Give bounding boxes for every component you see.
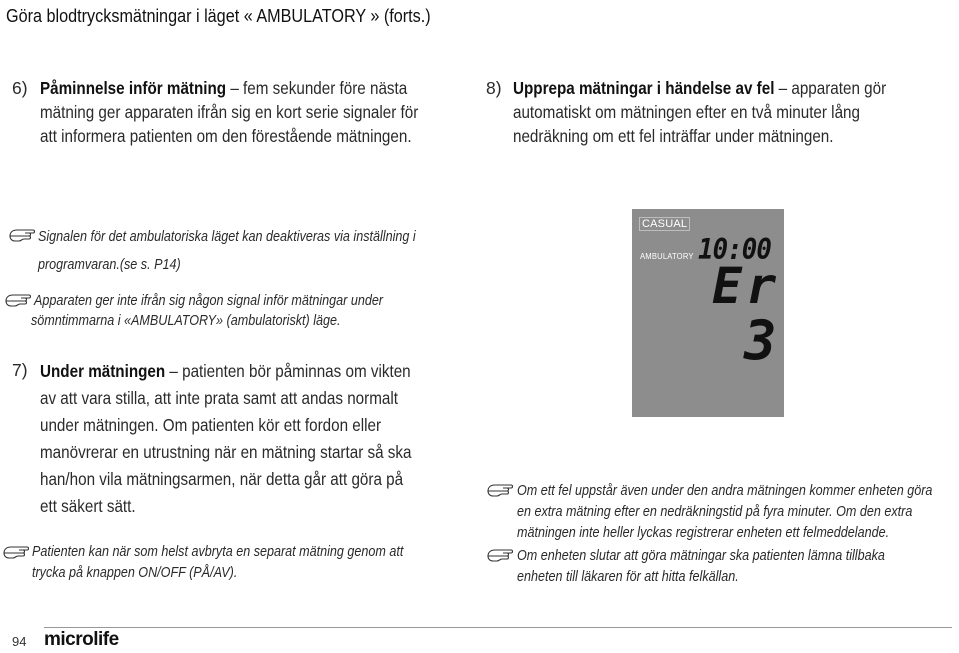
item-6: Påminnelse inför mätning – fem sekunder före nästa mätning ger apparaten ifrån sig en kort serie signaler för att informera patienten om den förestående mätningen. [40, 78, 419, 146]
footer-divider [44, 627, 952, 628]
note-error: Om ett fel uppstår även under den andra mätningen kommer enheten göra en extra mätning efter en nedräkningstid på fyra minuter. Om den extra mätningen inte heller lyckas registrerar enheten ett felmeddelande. [517, 483, 933, 541]
brand-logo: microlife [44, 629, 119, 650]
item-7-heading: Under mätningen [40, 361, 166, 381]
ambulatory-label: AMBULATORY [640, 251, 694, 261]
item-8-number: 8) [486, 78, 502, 98]
casual-label: CASUAL [639, 217, 690, 231]
error-number: 3 [744, 309, 777, 372]
pointing-hand-icon [8, 225, 38, 243]
item-8-heading: Upprepa mätningar i händelse av fel [513, 78, 775, 98]
note-sleep: Apparaten ger inte ifrån sig någon signal inför mätningar under sömntimmarna i «AMBULATORY» (ambulatoriskt) läge. [31, 293, 384, 329]
pointing-hand-icon [486, 480, 516, 498]
pointing-hand-icon [4, 290, 34, 308]
page-title: Göra blodtrycksmätningar i läget « AMBULATORY » (forts.) [6, 6, 431, 26]
time-readout: 10:00 [698, 233, 771, 266]
pointing-hand-icon [2, 542, 32, 560]
error-code: Er [712, 257, 781, 315]
note-abort: Patienten kan när som helst avbryta en separat mätning genom att trycka på knappen ON/OFF (PÅ/AV). [32, 544, 404, 581]
item-6-number: 6) [12, 78, 28, 98]
note-signal: Signalen för det ambulatoriska läget kan deaktiveras via inställning i programvaran.(se s. P14) [38, 229, 416, 273]
item-7: Under mätningen – patienten bör påminnas om vikten av att vara stilla, att inte prata samt att andas normalt under mätningen. Om patienten kör ett fordon eller manövrerar en utrustning när en mätning startar så ska han/hon vila mätningsarmen, när detta går att göra på ett säkert sätt. [40, 361, 412, 516]
lcd-display [632, 209, 784, 417]
item-6-heading: Påminnelse inför mätning [40, 78, 227, 98]
pointing-hand-icon [486, 545, 516, 563]
item-8: Upprepa mätningar i händelse av fel – apparaten gör automatiskt om mätningen efter en två minuter lång nedräkning om ett fel inträffar under mätningen. [513, 78, 887, 146]
item-7-number: 7) [12, 360, 28, 380]
note-finish: Om enheten slutar att göra mätningar ska patienten lämna tillbaka enheten till läkaren för att hitta felkällan. [517, 548, 885, 585]
page-number: 94 [12, 634, 27, 649]
